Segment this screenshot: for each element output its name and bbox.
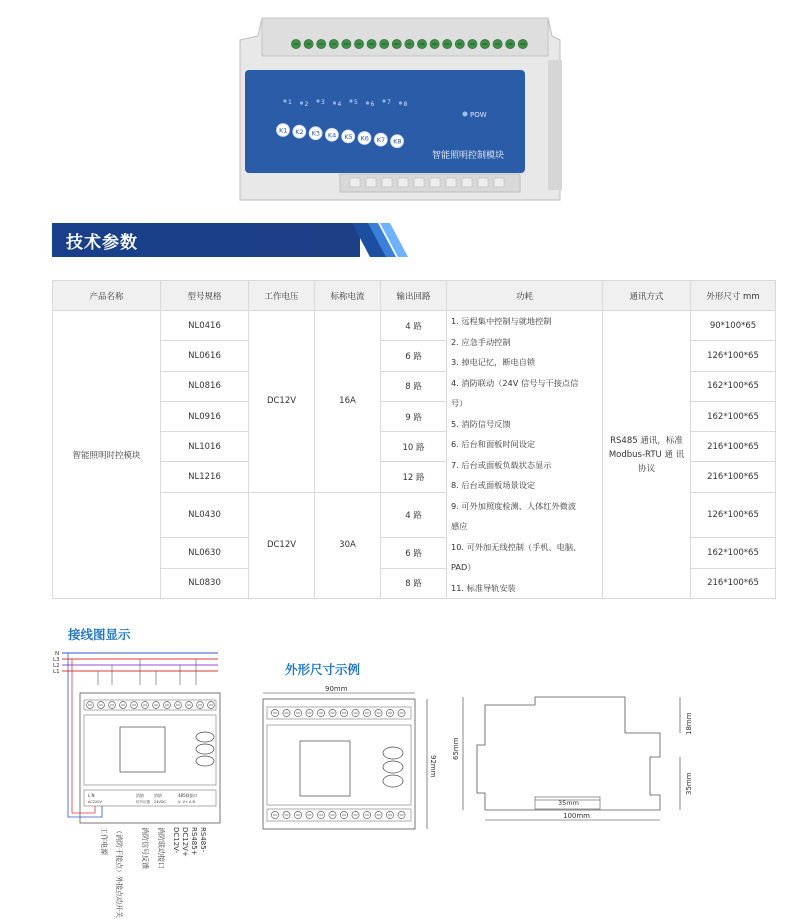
led-icon: [316, 99, 319, 102]
spec-table: [52, 280, 776, 599]
header-size: 外形尺寸 mm: [691, 281, 776, 311]
model-cell: NL0830: [161, 568, 249, 598]
size-cell: 162*100*65: [691, 371, 776, 401]
terminal-sub: 信号反馈: [136, 800, 150, 804]
outputs-cell: 8 路: [381, 371, 447, 401]
led-icon: [382, 99, 385, 102]
size-cell: 126*100*65: [691, 492, 776, 538]
led-label: 5: [354, 99, 358, 106]
key-label: K1: [279, 126, 288, 135]
side-height-dimension: 65mm: [452, 737, 460, 760]
width-dimension: 90mm: [325, 685, 348, 693]
key-label: K7: [376, 136, 386, 145]
size-cell: 216*100*65: [691, 432, 776, 462]
terminal-block-icon: [478, 178, 488, 187]
key-label: K2: [295, 128, 304, 137]
model-cell: NL0630: [161, 538, 249, 568]
model-cell: NL0916: [161, 401, 249, 431]
panel-name: 智能照明控制模块: [432, 151, 505, 161]
header-outputs: 输出回路: [381, 281, 447, 311]
bottom-label: RS485+: [190, 827, 198, 856]
comm-line: RS485 通讯，标准: [610, 435, 683, 446]
function-line: 感应: [451, 521, 468, 531]
header-power: 功耗: [447, 281, 603, 311]
led-icon: [300, 101, 303, 104]
terminal-block-icon: [430, 178, 440, 187]
rail-dimension: 35mm: [558, 799, 579, 807]
functions-cell: [447, 311, 603, 599]
terminal-sub: V- V+ A B: [178, 800, 195, 804]
size-cell: 90*100*65: [691, 311, 776, 341]
size-cell: 162*100*65: [691, 401, 776, 431]
height-dimension: 92mm: [429, 755, 437, 778]
model-cell: NL1216: [161, 462, 249, 492]
outputs-cell: 8 路: [381, 568, 447, 598]
line-label: L3: [53, 657, 60, 663]
led-label: 2: [304, 101, 309, 108]
terminal-sub: AC220V: [88, 800, 102, 804]
voltage-cell: DC12V: [249, 492, 315, 598]
model-cell: NL0816: [161, 371, 249, 401]
function-line: 4. 消防联动（24V 信号与干接点信: [451, 377, 579, 388]
current-cell: 16A: [315, 311, 381, 493]
terminal-sub: 24VDC: [154, 800, 166, 804]
terminal-label: 485数据口: [178, 793, 198, 798]
bottom-label: 消防联动接口: [157, 827, 165, 869]
outputs-cell: 10 路: [381, 432, 447, 462]
terminal-block-icon: [414, 178, 424, 187]
comm-line: Modbus-RTU 通 讯: [608, 449, 685, 460]
model-cell: NL0416: [161, 311, 249, 341]
key-label: K3: [311, 129, 321, 138]
line-label: L1: [53, 669, 60, 675]
pow-led-icon: [463, 112, 468, 117]
terminal-label: 消防: [154, 793, 162, 798]
bottom-label: DC12V+: [181, 827, 189, 857]
mid-dimension: 35mm: [685, 772, 693, 795]
top-offset-dimension: 18mm: [685, 712, 693, 735]
size-cell: 216*100*65: [691, 568, 776, 598]
pow-label: POW: [470, 111, 487, 119]
led-icon: [349, 99, 352, 102]
header-current: 标称电流: [315, 281, 381, 311]
terminal-label: L N: [88, 793, 95, 798]
header-model: 型号规格: [161, 281, 249, 311]
line-label: L2: [53, 663, 60, 669]
led-label: 6: [370, 101, 375, 108]
function-line: 5. 消防信号反馈: [451, 418, 511, 429]
function-line: 1. 远程集中控制与就地控制: [451, 316, 552, 326]
size-cell: 162*100*65: [691, 538, 776, 568]
terminal-label: 消防: [136, 793, 144, 798]
side-view-drawing: [452, 685, 705, 825]
voltage-cell: DC12V: [249, 311, 315, 493]
bottom-label: 消防信号反馈: [141, 827, 149, 869]
key-label: K5: [344, 132, 353, 141]
function-line: 号）: [451, 398, 468, 408]
section-title: 技术参数: [66, 233, 138, 253]
header-product-name: 产品名称: [53, 281, 161, 311]
function-line: PAD）: [451, 562, 476, 572]
function-line: 2. 应急手动控制: [451, 336, 511, 347]
outputs-cell: 12 路: [381, 462, 447, 492]
outputs-cell: 4 路: [381, 492, 447, 538]
led-label: 1: [288, 99, 292, 106]
comm-cell: [603, 311, 691, 599]
led-label: 7: [387, 99, 391, 106]
depth-dimension: 100mm: [563, 812, 590, 820]
model-cell: NL1016: [161, 432, 249, 462]
terminal-block-icon: [462, 178, 472, 187]
terminal-block-icon: [350, 178, 360, 187]
outputs-cell: 6 路: [381, 341, 447, 371]
bottom-label: DC12V-: [172, 827, 180, 854]
function-line: 7. 后台或面板负载状态显示: [451, 459, 552, 470]
dimensions-title: 外形尺寸示例: [285, 662, 361, 677]
outputs-cell: 6 路: [381, 538, 447, 568]
table-row: [53, 311, 776, 341]
header-voltage: 工作电压: [249, 281, 315, 311]
terminal-block-icon: [366, 178, 376, 187]
function-line: 6. 后台和面板时间设定: [451, 439, 536, 449]
terminal-block-icon: [398, 178, 408, 187]
bottom-label: RS485-: [199, 827, 207, 853]
function-line: 10. 可外加无线控制（手机、电脑、: [451, 541, 582, 552]
terminal-block-icon: [446, 178, 456, 187]
size-cell: 126*100*65: [691, 341, 776, 371]
wiring-bottom-labels: [100, 827, 207, 918]
led-icon: [366, 101, 369, 104]
section-banner: [52, 223, 407, 257]
current-cell: 30A: [315, 492, 381, 598]
product-photo: [0, 0, 800, 210]
bottom-label: 工作电源: [100, 827, 108, 855]
comm-line: 协议: [637, 463, 655, 474]
key-label: K4: [327, 131, 337, 140]
size-cell: 216*100*65: [691, 462, 776, 492]
function-line: 11. 标准导轨安装: [451, 582, 516, 593]
header-comm: 通讯方式: [603, 281, 691, 311]
outputs-cell: 4 路: [381, 311, 447, 341]
product-name-cell: 智能照明时控模块: [53, 311, 161, 599]
function-line: 9. 可外加照度检测、人体红外微波: [451, 500, 577, 511]
wiring-title: 接线图显示: [68, 627, 131, 642]
led-icon: [283, 99, 286, 102]
led-icon: [399, 101, 402, 104]
model-cell: NL0616: [161, 341, 249, 371]
led-label: 3: [321, 99, 325, 106]
key-label: K6: [360, 134, 369, 143]
terminal-block-icon: [494, 178, 504, 187]
led-label: 4: [337, 101, 342, 108]
outputs-cell: 9 路: [381, 401, 447, 431]
led-label: 8: [403, 101, 408, 108]
terminal-block-icon: [382, 178, 392, 187]
front-view-drawing: [255, 685, 445, 835]
model-cell: NL0430: [161, 492, 249, 538]
function-line: 8. 后台或面板场景设定: [451, 480, 536, 490]
line-label: N: [55, 651, 60, 657]
wiring-diagram: [50, 645, 250, 918]
table-header-row: [53, 281, 776, 311]
function-line: 3. 掉电记忆，断电自锁: [451, 357, 536, 367]
led-icon: [333, 101, 336, 104]
key-label: K8: [393, 137, 402, 146]
bottom-label: （消防干接点）外接点动开关: [115, 827, 123, 918]
